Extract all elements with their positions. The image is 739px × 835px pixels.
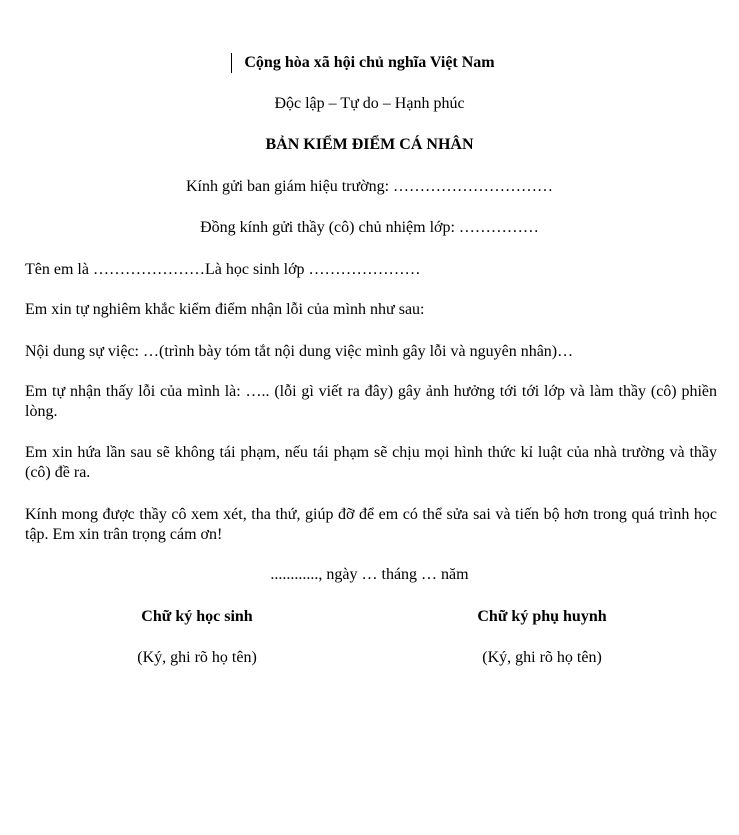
parent-signature-note: (Ký, ghi rõ họ tên) bbox=[482, 649, 602, 666]
parent-signature-title: Chữ ký phụ huynh bbox=[477, 608, 607, 625]
student-signature-title: Chữ ký học sinh bbox=[141, 608, 253, 625]
self-review-statement: Em xin tự nghiêm khắc kiểm điểm nhận lỗi của mình như sau: bbox=[25, 301, 425, 318]
addressee-teacher: Đồng kính gửi thầy (cô) chủ nhiệm lớp: …………… bbox=[200, 219, 539, 236]
student-intro: Tên em là …………………Là học sinh lớp ………………… bbox=[25, 261, 421, 278]
student-signature-note: (Ký, ghi rõ họ tên) bbox=[137, 649, 257, 666]
student-signature-block bbox=[67, 607, 327, 668]
date-line: ............, ngày … tháng … năm bbox=[270, 566, 469, 583]
document-title: BẢN KIỂM ĐIỂM CÁ NHÂN bbox=[265, 136, 474, 153]
incident-content: Nội dung sự việc: …(trình bày tóm tắt nội dung việc mình gây lỗi và nguyên nhân)… bbox=[25, 343, 574, 360]
parent-signature-block bbox=[412, 607, 672, 668]
fault-admission: Em tự nhận thấy lỗi của mình là: ….. (lỗi gì viết ra đây) gây ảnh hưởng tới tới lớp và làm thầy (cô) phiền lòng. bbox=[25, 383, 717, 420]
motto-line: Độc lập – Tự do – Hạnh phúc bbox=[274, 95, 465, 112]
addressee-school: Kính gửi ban giám hiệu trường: ………………………… bbox=[185, 178, 554, 195]
promise-paragraph: Em xin hứa lần sau sẽ không tái phạm, nếu tái phạm sẽ chịu mọi hình thức kỉ luật của nhà trường và thầy (cô) đề ra. bbox=[25, 444, 717, 481]
country-heading: Cộng hòa xã hội chủ nghĩa Việt Nam bbox=[244, 54, 495, 71]
request-paragraph: Kính mong được thầy cô xem xét, tha thứ, giúp đỡ để em có thể sửa sai và tiến bộ hơn trong quá trình học tập. Em xin trân trọng cám ơn! bbox=[25, 506, 717, 543]
